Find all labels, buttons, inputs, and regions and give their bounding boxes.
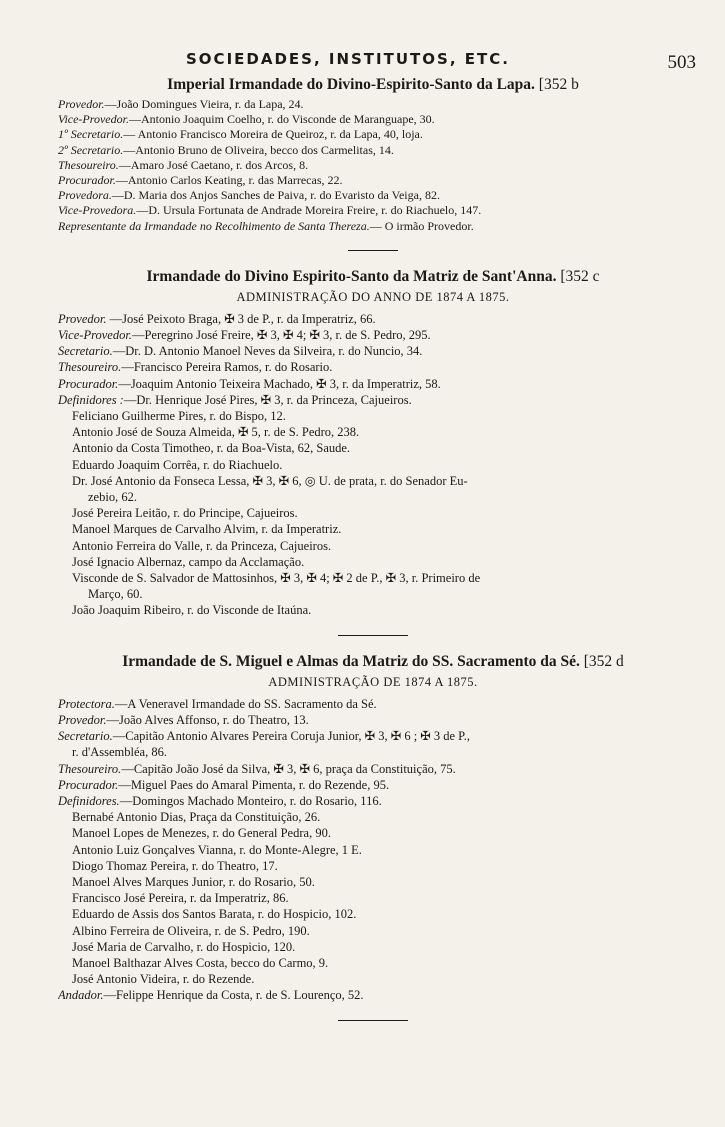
entry-line: Provedor.—João Domingues Vieira, r. da Lapa, 24. [58,97,304,111]
member-line: José Antonio Videira, r. do Rezende. [72,972,255,987]
entry-line: r. d'Assembléa, 86. [72,745,167,760]
section-ref: [352 c [560,267,600,285]
member-line: Manoel Marques de Carvalho Alvim, r. da Imperatriz. [72,522,342,537]
entry-line: Provedor. —José Peixoto Braga, ✠ 3 de P., r. da Imperatriz, 66. [58,311,376,326]
separator-rule [348,250,398,252]
page-number: 503 [667,52,696,73]
entry-line: Andador.—Felippe Henrique da Costa, r. de S. Lourenço, 52. [58,988,364,1003]
member-line: Antonio José de Souza Almeida, ✠ 5, r. de S. Pedro, 238. [72,425,360,440]
member-line: Manoel Lopes de Menezes, r. do General Pedra, 90. [72,826,331,841]
member-line: Antonio da Costa Timotheo, r. da Boa-Vista, 62, Saude. [72,441,351,456]
member-line: Antonio Ferreira do Valle, r. da Princeza, Cajueiros. [72,538,332,553]
administration-year: ADMINISTRAÇÃO DE 1874 A 1875. [268,674,478,689]
member-line: Visconde de S. Salvador de Mattosinhos, ✠ 3, ✠ 4; ✠ 2 de P., ✠ 3, r. Primeiro de [72,571,481,586]
entry-line: 2º Secretario.—Antonio Bruno de Oliveira, becco dos Carmelitas, 14. [58,142,394,157]
member-line: Bernabé Antonio Dias, Praça da Constituição, 26. [72,810,321,825]
entry-line: Provedor.—João Alves Affonso, r. do Theatro, 13. [58,712,309,727]
member-line: Albino Ferreira de Oliveira, r. de S. Pedro, 190. [72,923,310,938]
section-ref: [352 d [583,652,624,670]
entry-line: Secretario.—Dr. D. Antonio Manoel Neves da Silveira, r. do Nuncio, 34. [58,344,423,359]
member-line: José Pereira Leitão, r. do Principe, Cajueiros. [72,506,298,521]
entry-line: Definidores.—Domingos Machado Monteiro, r. do Rosario, 116. [58,793,382,808]
entry-line: 1º Secretario.— Antonio Francisco Moreira de Queiroz, r. da Lapa, 40, loja. [58,127,423,142]
entry-line: Procurador.—Miguel Paes do Amaral Pimenta, r. do Rezende, 95. [58,777,390,792]
entry-line: Vice-Provedor.—Peregrino José Freire, ✠ 3, ✠ 4; ✠ 3, r. de S. Pedro, 295. [58,328,431,343]
entry-line: Procurador.—Antonio Carlos Keating, r. das Marrecas, 22. [58,173,343,188]
directory-page [58,50,696,1038]
member-line: Manoel Alves Marques Junior, r. do Rosario, 50. [72,874,315,889]
member-line: Antonio Luiz Gonçalves Vianna, r. do Monte-Alegre, 1 E. [72,842,362,857]
separator-rule [338,1020,408,1022]
member-line: zebio, 62. [88,490,137,505]
section-title: Imperial Irmandade do Divino-Espirito-Santo da Lapa. [352 b [167,76,579,93]
section-title: Irmandade de S. Miguel e Almas da Matriz do SS. Sacramento da Sé. [352 d [122,652,624,670]
entry-line: Provedora.—D. Maria dos Anjos Sanches de Paiva, r. do Evaristo da Veiga, 82. [58,188,440,203]
running-title: SOCIEDADES, INSTITUTOS, ETC. [186,50,510,68]
entry-line: Vice-Provedora.—D. Ursula Fortunata de Andrade Moreira Freire, r. do Riachuelo, 147. [58,203,482,218]
section-santanna [58,268,688,619]
member-line: José Ignacio Albernaz, campo da Acclamação. [72,554,305,569]
running-header [58,50,696,76]
section-title: Irmandade do Divino Espirito-Santo da Matriz de Sant'Anna. [352 c [146,267,600,285]
entry-line: Thesoureiro.—Capitão João José da Silva, ✠ 3, ✠ 6, praça da Constituição, 75. [58,761,456,776]
entry-line: Vice-Provedor.—Antonio Joaquim Coelho, r. do Visconde de Maranguape, 30. [58,112,435,127]
separator-rule [338,635,408,637]
entry-line: Thesoureiro.—Amaro José Caetano, r. dos Arcos, 8. [58,157,309,172]
section-ref: [352 b [538,76,579,93]
entry-line: Procurador.—Joaquim Antonio Teixeira Machado, ✠ 3, r. da Imperatriz, 58. [58,376,441,391]
member-line: Feliciano Guilherme Pires, r. do Bispo, 12. [72,409,286,424]
member-line: Francisco José Pereira, r. da Imperatriz, 86. [72,891,289,906]
administration-year: ADMINISTRAÇÃO DO ANNO DE 1874 A 1875. [236,289,510,304]
section-sao-miguel [58,653,688,1004]
member-line: Diogo Thomaz Pereira, r. do Theatro, 17. [72,858,278,873]
member-line: João Joaquim Ribeiro, r. do Visconde de Itaúna. [72,603,312,618]
member-line: Manoel Balthazar Alves Costa, becco do Carmo, 9. [72,955,329,970]
entry-line: Secretario.—Capitão Antonio Alvares Pereira Coruja Junior, ✠ 3, ✠ 6 ; ✠ 3 de P., [58,729,471,744]
member-line: Dr. José Antonio da Fonseca Lessa, ✠ 3, ✠ 6, ◎ U. de prata, r. do Senador Eu- [72,473,468,488]
entry-line: Thesoureiro.—Francisco Pereira Ramos, r. do Rosario. [58,360,333,375]
member-line: Eduardo de Assis dos Santos Barata, r. do Hospicio, 102. [72,907,357,922]
section-lapa [58,76,688,234]
entry-line: Representante da Irmandade no Recolhimento de Santa Thereza.— O irmão Provedor. [58,218,474,233]
entry-line: Definidores :—Dr. Henrique José Pires, ✠ 3, r. da Princeza, Cajueiros. [58,392,412,407]
entry-line: Protectora.—A Veneravel Irmandade do SS. Sacramento da Sé. [58,696,377,711]
member-line: Março, 60. [88,587,143,602]
member-line: José Maria de Carvalho, r. do Hospicio, 120. [72,939,296,954]
member-line: Eduardo Joaquim Corrêa, r. do Riachuelo. [72,457,283,472]
